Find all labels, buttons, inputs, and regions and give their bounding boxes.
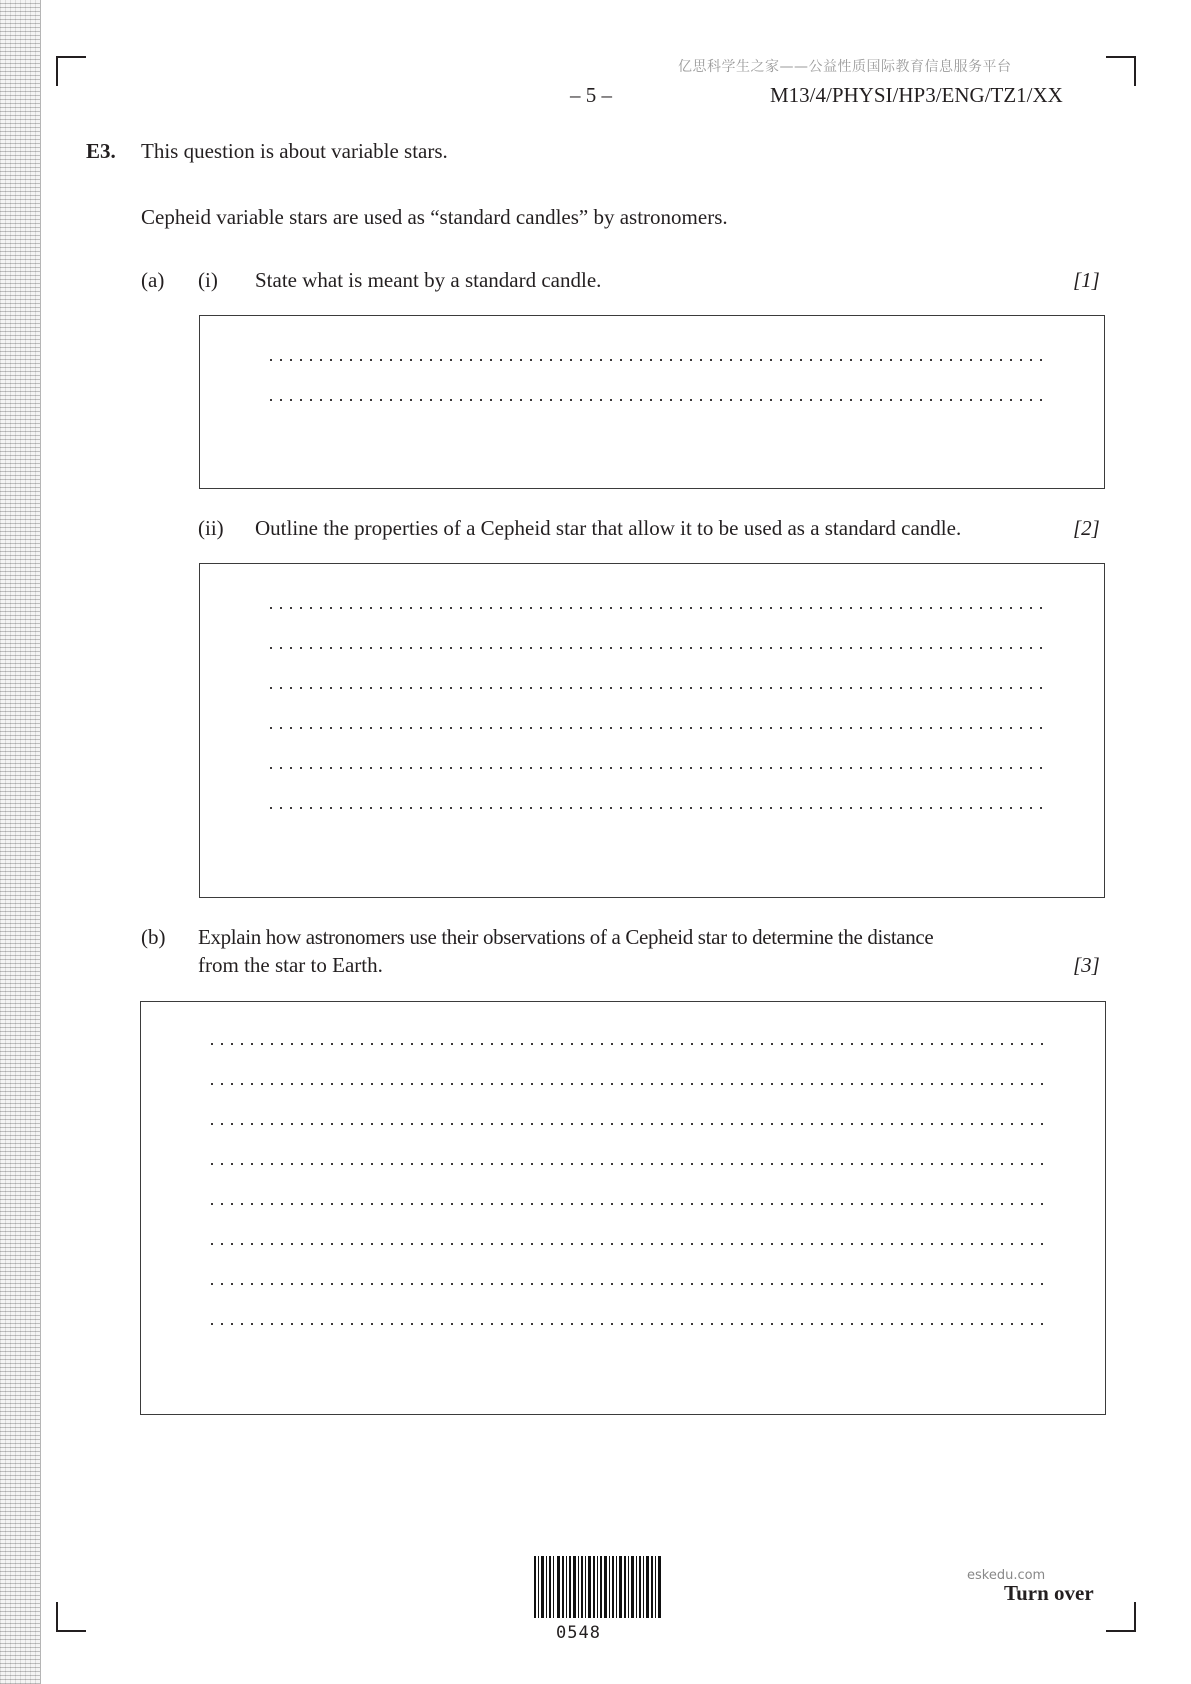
part-a-ii-prompt: Outline the properties of a Cepheid star that allow it to be used as a standard candle. (255, 516, 962, 540)
barcode (534, 1556, 662, 1618)
answer-box-a-i[interactable] (199, 315, 1105, 489)
crop-mark-top-left (56, 56, 86, 86)
paper-code: M13/4/PHYSI/HP3/ENG/TZ1/XX (770, 83, 1063, 107)
answer-line (266, 806, 1046, 810)
part-b-prompt-line1: Explain how astronomers use their observations of a Cepheid star to determine the distance (198, 925, 934, 949)
answer-line (266, 358, 1046, 362)
footer-watermark: eskedu.com (967, 1568, 1046, 1583)
barcode-number: 0548 (556, 1623, 601, 1643)
answer-line (207, 1322, 1047, 1326)
answer-box-b[interactable] (140, 1001, 1106, 1415)
answer-line (207, 1122, 1047, 1126)
answer-line (207, 1162, 1047, 1166)
part-a-i-label: (i) (198, 268, 218, 292)
answer-line (207, 1282, 1047, 1286)
answer-line (266, 766, 1046, 770)
crop-mark-top-right (1106, 56, 1136, 86)
crop-mark-bottom-left (56, 1602, 86, 1632)
answer-line (207, 1202, 1047, 1206)
answer-line (207, 1042, 1047, 1046)
part-b-label: (b) (141, 925, 166, 949)
turn-over-label: Turn over (1004, 1581, 1094, 1605)
binding-margin (0, 0, 41, 1684)
part-b-marks: [3] (1073, 953, 1100, 977)
answer-line (207, 1082, 1047, 1086)
question-intro: This question is about variable stars. (141, 139, 448, 163)
question-context: Cepheid variable stars are used as “standard candles” by astronomers. (141, 205, 728, 229)
part-a-ii-marks: [2] (1073, 516, 1100, 540)
answer-line (266, 606, 1046, 610)
crop-mark-bottom-right (1106, 1602, 1136, 1632)
answer-line (266, 726, 1046, 730)
answer-line (266, 686, 1046, 690)
part-b-prompt-line2: from the star to Earth. (198, 953, 383, 977)
part-a-i-prompt: State what is meant by a standard candle. (255, 268, 602, 292)
part-a-i-marks: [1] (1073, 268, 1100, 292)
header-watermark: 亿思科学生之家——公益性质国际教育信息服务平台 (678, 59, 1012, 75)
page-number: – 5 – (570, 83, 612, 107)
answer-line (266, 398, 1046, 402)
answer-box-a-ii[interactable] (199, 563, 1105, 898)
part-a-label: (a) (141, 268, 165, 292)
part-a-ii-label: (ii) (198, 516, 224, 540)
question-number: E3. (86, 139, 116, 163)
answer-line (266, 646, 1046, 650)
answer-line (207, 1242, 1047, 1246)
